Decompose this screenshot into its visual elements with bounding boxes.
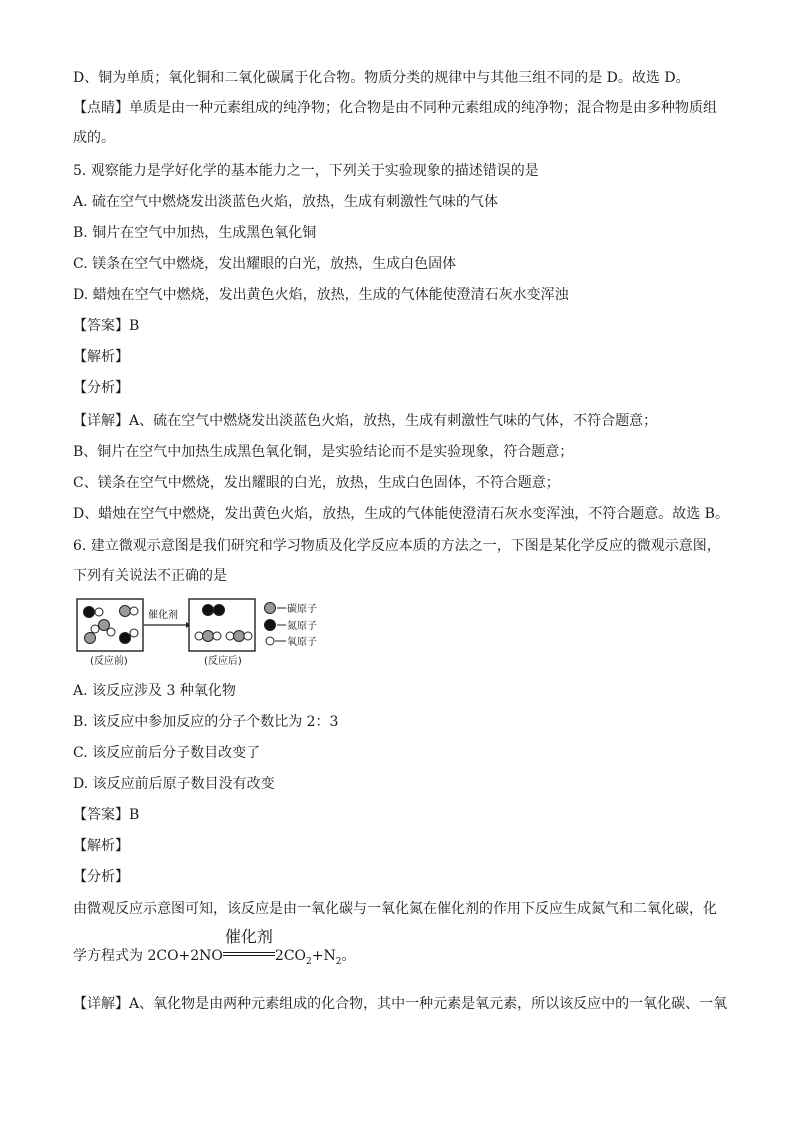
legend-nitrogen-swatch: [265, 620, 276, 631]
analysis-label: 【解析】: [73, 838, 129, 854]
analysis-sub-label: 【分析】: [73, 869, 129, 885]
legend-oxygen-label: 氧原子: [287, 637, 317, 648]
text-line: D、铜为单质；氧化铜和二氧化碳属于化合物。物质分类的规律中与其他三组不同的是 D。故选 D。: [73, 70, 690, 86]
answer-label: 【答案】B: [73, 318, 140, 334]
question-6-cont: 下列有关说法不正确的是: [73, 568, 227, 584]
equation-prefix: 学方程式为 2CO+2NO: [73, 948, 223, 964]
catalyst-arrow: [223, 927, 275, 966]
chemical-equation: [73, 927, 356, 972]
detail-line: 【详解】A、硫在空气中燃烧发出淡蓝色火焰，放热，生成有刺激性气味的气体，不符合题意；: [73, 413, 658, 429]
option-d: D. 该反应前后原子数目没有改变: [73, 776, 275, 792]
detail-line: B、铜片在空气中加热生成黑色氧化铜，是实验结论而不是实验现象，符合题意；: [73, 444, 574, 460]
tip-line: 【点睛】单质是由一种元素组成的纯净物；化合物是由不同种元素组成的纯净物；混合物是由多种物质组: [73, 100, 717, 116]
reaction-diagram: [76, 598, 336, 670]
subscript: 2: [335, 956, 342, 967]
option-a: A. 该反应涉及 3 种氧化物: [73, 683, 236, 699]
legend-nitrogen-label: 氮原子: [287, 621, 317, 632]
option-c: C. 镁条在空气中燃烧，发出耀眼的白光，放热，生成白色固体: [73, 256, 457, 272]
option-b: B. 铜片在空气中加热，生成黑色氧化铜: [73, 225, 317, 241]
equation-end: 。: [341, 948, 356, 964]
option-b: B. 该反应中参加反应的分子个数比为 2：3: [73, 714, 339, 730]
molecule-co2: [195, 631, 221, 642]
question-5: 5. 观察能力是学好化学的基本能力之一，下列关于实验现象的描述错误的是: [73, 163, 539, 179]
legend: [265, 602, 318, 648]
legend-carbon-swatch: [265, 603, 276, 614]
option-d: D. 蜡烛在空气中燃烧，发出黄色火焰，放热，生成的气体能使澄清石灰水变浑浊: [73, 287, 569, 303]
product-n2: +N: [311, 948, 336, 964]
equation-condition: 催化剂: [224, 927, 273, 946]
answer-label: 【答案】B: [73, 807, 140, 823]
option-a: A. 硫在空气中燃烧发出淡蓝色火焰，放热，生成有刺激性气味的气体: [73, 194, 499, 210]
before-label: (反应前): [90, 656, 128, 667]
detail-line: D、蜡烛在空气中燃烧，发出黄色火焰，放热，生成的气体能使澄清石灰水变浑浊，不符合题意。故选 B。: [73, 506, 729, 522]
molecule-co2: [226, 631, 252, 642]
tip-line: 成的。: [73, 130, 115, 146]
detail-line: 【详解】A、氧化物是由两种元素组成的化合物，其中一种元素是氧元素，所以该反应中的一氧化碳、一氧: [73, 996, 728, 1012]
molecule-c-o: [120, 606, 139, 617]
question-6: 6. 建立微观示意图是我们研究和学习物质及化学反应本质的方法之一，下图是某化学反应的微观示意图，: [73, 538, 721, 554]
catalyst-label: 催化剂: [148, 610, 178, 621]
analysis-label: 【解析】: [73, 349, 129, 365]
legend-oxygen-swatch: [266, 637, 274, 645]
analysis-line: 由微观反应示意图可知，该反应是由一氧化碳与一氧化氮在催化剂的作用下反应生成氮气和二氧化碳，化: [73, 901, 717, 917]
product-co2: 2CO: [274, 948, 307, 964]
detail-line: C、镁条在空气中燃烧，发出耀眼的白光，放热，生成白色固体，不符合题意；: [73, 475, 560, 491]
after-label: (反应后): [204, 656, 242, 667]
legend-carbon-label: 碳原子: [287, 604, 317, 615]
molecule-n-o: [84, 607, 104, 618]
subscript: 2: [306, 956, 312, 967]
analysis-sub-label: 【分析】: [73, 380, 129, 396]
option-c: C. 该反应前后分子数目改变了: [73, 745, 261, 761]
